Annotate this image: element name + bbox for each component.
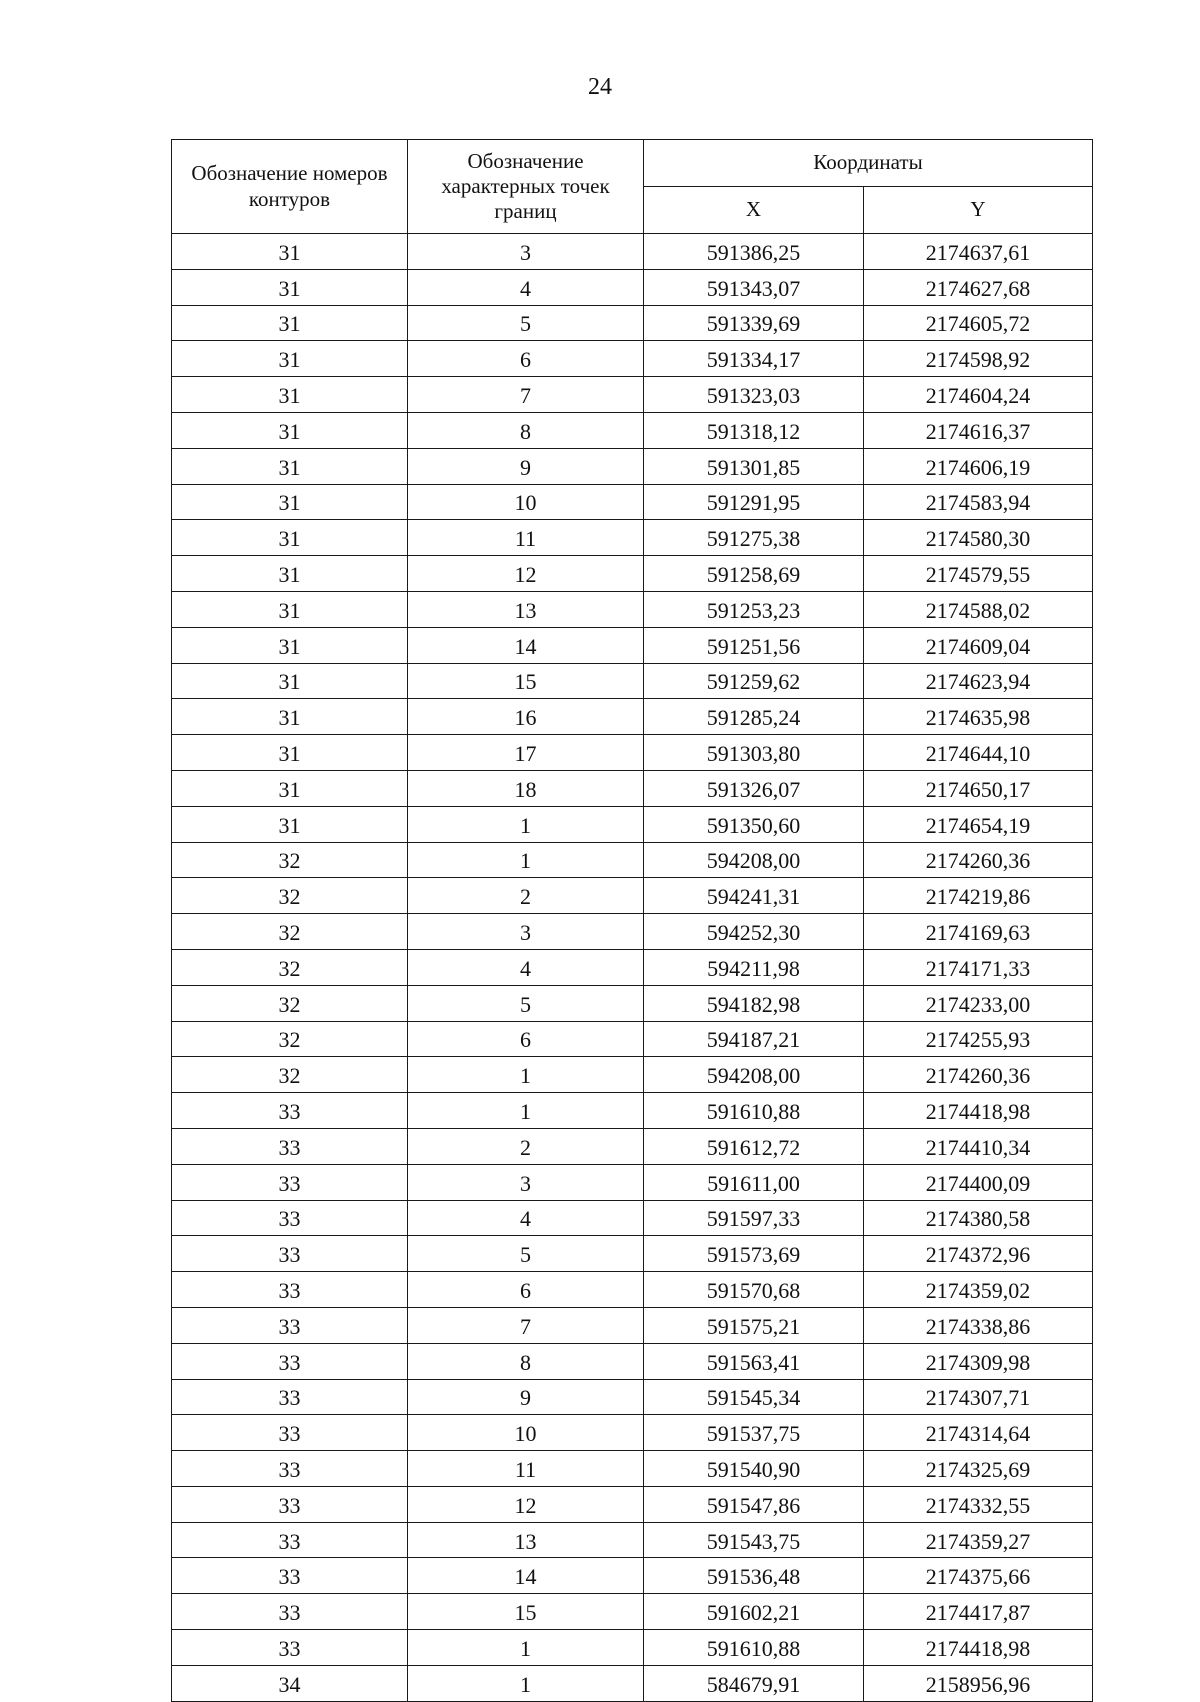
x-coordinate-cell: 591545,34 [644, 1379, 864, 1415]
y-coordinate-cell: 2174588,02 [864, 591, 1093, 627]
table-row [172, 269, 1093, 305]
point-number-cell: 11 [408, 520, 644, 556]
x-coordinate-cell: 591334,17 [644, 341, 864, 377]
contour-number-cell: 31 [172, 735, 408, 771]
x-coordinate-cell: 591537,75 [644, 1415, 864, 1451]
y-coordinate-cell: 2174598,92 [864, 341, 1093, 377]
table-row [172, 412, 1093, 448]
x-coordinate-cell: 591563,41 [644, 1343, 864, 1379]
x-coordinate-cell: 591597,33 [644, 1200, 864, 1236]
table-row [172, 1200, 1093, 1236]
y-coordinate-cell: 2174609,04 [864, 627, 1093, 663]
x-coordinate-cell: 591547,86 [644, 1486, 864, 1522]
x-coordinate-cell: 591275,38 [644, 520, 864, 556]
contour-number-cell: 31 [172, 770, 408, 806]
contour-number-cell: 32 [172, 842, 408, 878]
x-coordinate-cell: 591303,80 [644, 735, 864, 771]
table-row [172, 1057, 1093, 1093]
table-row [172, 1486, 1093, 1522]
contour-number-cell: 33 [172, 1522, 408, 1558]
table-row [172, 878, 1093, 914]
contour-number-cell: 31 [172, 520, 408, 556]
contour-number-cell: 33 [172, 1093, 408, 1129]
point-number-cell: 1 [408, 1665, 644, 1701]
table-row [172, 484, 1093, 520]
contour-number-cell: 33 [172, 1164, 408, 1200]
table-row [172, 377, 1093, 413]
point-number-cell: 14 [408, 627, 644, 663]
y-coordinate-cell: 2174372,96 [864, 1236, 1093, 1272]
x-coordinate-cell: 591318,12 [644, 412, 864, 448]
y-coordinate-cell: 2174359,02 [864, 1272, 1093, 1308]
x-coordinate-cell: 594241,31 [644, 878, 864, 914]
point-number-cell: 8 [408, 412, 644, 448]
header-x: X [644, 187, 864, 234]
table-row [172, 1415, 1093, 1451]
table-row [172, 735, 1093, 771]
point-number-cell: 15 [408, 1594, 644, 1630]
y-coordinate-cell: 2174635,98 [864, 699, 1093, 735]
x-coordinate-cell: 591536,48 [644, 1558, 864, 1594]
x-coordinate-cell: 591610,88 [644, 1093, 864, 1129]
x-coordinate-cell: 591540,90 [644, 1451, 864, 1487]
page-number: 24 [588, 74, 612, 100]
contour-number-cell: 33 [172, 1486, 408, 1522]
header-point: Обозначение характерных точек границ [408, 140, 644, 234]
x-coordinate-cell: 591323,03 [644, 377, 864, 413]
contour-number-cell: 31 [172, 269, 408, 305]
x-coordinate-cell: 584679,91 [644, 1665, 864, 1701]
contour-number-cell: 32 [172, 1057, 408, 1093]
contour-number-cell: 33 [172, 1630, 408, 1666]
table-row [172, 1630, 1093, 1666]
contour-number-cell: 33 [172, 1594, 408, 1630]
contour-number-cell: 33 [172, 1451, 408, 1487]
point-number-cell: 3 [408, 914, 644, 950]
contour-number-cell: 31 [172, 305, 408, 341]
contour-number-cell: 31 [172, 484, 408, 520]
table-row [172, 985, 1093, 1021]
point-number-cell: 14 [408, 1558, 644, 1594]
x-coordinate-cell: 591573,69 [644, 1236, 864, 1272]
contour-number-cell: 31 [172, 377, 408, 413]
table-row [172, 806, 1093, 842]
point-number-cell: 1 [408, 842, 644, 878]
contour-number-cell: 31 [172, 556, 408, 592]
contour-number-cell: 33 [172, 1128, 408, 1164]
coordinates-table [171, 139, 1093, 1702]
x-coordinate-cell: 591339,69 [644, 305, 864, 341]
point-number-cell: 13 [408, 591, 644, 627]
y-coordinate-cell: 2174637,61 [864, 234, 1093, 270]
y-coordinate-cell: 2174380,58 [864, 1200, 1093, 1236]
x-coordinate-cell: 591343,07 [644, 269, 864, 305]
table-row [172, 591, 1093, 627]
table-row [172, 1343, 1093, 1379]
table-body [172, 234, 1093, 1702]
contour-number-cell: 32 [172, 1021, 408, 1057]
x-coordinate-cell: 591386,25 [644, 234, 864, 270]
contour-number-cell: 32 [172, 878, 408, 914]
y-coordinate-cell: 2174606,19 [864, 448, 1093, 484]
y-coordinate-cell: 2174338,86 [864, 1307, 1093, 1343]
x-coordinate-cell: 591326,07 [644, 770, 864, 806]
y-coordinate-cell: 2174644,10 [864, 735, 1093, 771]
table-row [172, 842, 1093, 878]
contour-number-cell: 33 [172, 1415, 408, 1451]
x-coordinate-cell: 591611,00 [644, 1164, 864, 1200]
contour-number-cell: 31 [172, 448, 408, 484]
contour-number-cell: 31 [172, 591, 408, 627]
contour-number-cell: 31 [172, 663, 408, 699]
y-coordinate-cell: 2174400,09 [864, 1164, 1093, 1200]
contour-number-cell: 33 [172, 1558, 408, 1594]
contour-number-cell: 33 [172, 1200, 408, 1236]
point-number-cell: 17 [408, 735, 644, 771]
point-number-cell: 4 [408, 1200, 644, 1236]
table-row [172, 1379, 1093, 1415]
x-coordinate-cell: 594252,30 [644, 914, 864, 950]
table-row [172, 627, 1093, 663]
table-row [172, 1164, 1093, 1200]
point-number-cell: 16 [408, 699, 644, 735]
point-number-cell: 4 [408, 949, 644, 985]
contour-number-cell: 32 [172, 914, 408, 950]
table-row [172, 1021, 1093, 1057]
y-coordinate-cell: 2158956,96 [864, 1665, 1093, 1701]
x-coordinate-cell: 591253,23 [644, 591, 864, 627]
table-row [172, 914, 1093, 950]
table-row [172, 1272, 1093, 1308]
point-number-cell: 7 [408, 1307, 644, 1343]
point-number-cell: 4 [408, 269, 644, 305]
table-row [172, 1522, 1093, 1558]
y-coordinate-cell: 2174332,55 [864, 1486, 1093, 1522]
y-coordinate-cell: 2174650,17 [864, 770, 1093, 806]
table-row [172, 699, 1093, 735]
y-coordinate-cell: 2174314,64 [864, 1415, 1093, 1451]
table-row [172, 305, 1093, 341]
header-coordinates: Координаты [644, 140, 1093, 187]
point-number-cell: 5 [408, 1236, 644, 1272]
point-number-cell: 11 [408, 1451, 644, 1487]
x-coordinate-cell: 594208,00 [644, 842, 864, 878]
y-coordinate-cell: 2174171,33 [864, 949, 1093, 985]
x-coordinate-cell: 591258,69 [644, 556, 864, 592]
y-coordinate-cell: 2174260,36 [864, 1057, 1093, 1093]
x-coordinate-cell: 591543,75 [644, 1522, 864, 1558]
point-number-cell: 8 [408, 1343, 644, 1379]
point-number-cell: 18 [408, 770, 644, 806]
y-coordinate-cell: 2174418,98 [864, 1630, 1093, 1666]
point-number-cell: 6 [408, 1021, 644, 1057]
contour-number-cell: 34 [172, 1665, 408, 1701]
table-row [172, 556, 1093, 592]
point-number-cell: 1 [408, 1057, 644, 1093]
point-number-cell: 1 [408, 1093, 644, 1129]
x-coordinate-cell: 594187,21 [644, 1021, 864, 1057]
contour-number-cell: 31 [172, 806, 408, 842]
y-coordinate-cell: 2174604,24 [864, 377, 1093, 413]
x-coordinate-cell: 591570,68 [644, 1272, 864, 1308]
table-row [172, 520, 1093, 556]
y-coordinate-cell: 2174325,69 [864, 1451, 1093, 1487]
point-number-cell: 2 [408, 878, 644, 914]
x-coordinate-cell: 591301,85 [644, 448, 864, 484]
x-coordinate-cell: 594211,98 [644, 949, 864, 985]
y-coordinate-cell: 2174309,98 [864, 1343, 1093, 1379]
table-row [172, 770, 1093, 806]
contour-number-cell: 32 [172, 949, 408, 985]
x-coordinate-cell: 591610,88 [644, 1630, 864, 1666]
y-coordinate-cell: 2174169,63 [864, 914, 1093, 950]
contour-number-cell: 31 [172, 627, 408, 663]
y-coordinate-cell: 2174583,94 [864, 484, 1093, 520]
y-coordinate-cell: 2174616,37 [864, 412, 1093, 448]
y-coordinate-cell: 2174417,87 [864, 1594, 1093, 1630]
y-coordinate-cell: 2174579,55 [864, 556, 1093, 592]
x-coordinate-cell: 591259,62 [644, 663, 864, 699]
contour-number-cell: 33 [172, 1343, 408, 1379]
contour-number-cell: 33 [172, 1272, 408, 1308]
point-number-cell: 5 [408, 985, 644, 1021]
table-row [172, 1594, 1093, 1630]
point-number-cell: 9 [408, 1379, 644, 1415]
contour-number-cell: 31 [172, 234, 408, 270]
table-row [172, 1558, 1093, 1594]
contour-number-cell: 33 [172, 1236, 408, 1272]
x-coordinate-cell: 591612,72 [644, 1128, 864, 1164]
x-coordinate-cell: 594182,98 [644, 985, 864, 1021]
table-row [172, 448, 1093, 484]
x-coordinate-cell: 591291,95 [644, 484, 864, 520]
x-coordinate-cell: 591251,56 [644, 627, 864, 663]
table-row [172, 1307, 1093, 1343]
y-coordinate-cell: 2174654,19 [864, 806, 1093, 842]
y-coordinate-cell: 2174418,98 [864, 1093, 1093, 1129]
point-number-cell: 9 [408, 448, 644, 484]
contour-number-cell: 31 [172, 699, 408, 735]
point-number-cell: 13 [408, 1522, 644, 1558]
header-contour: Обозначение номеров контуров [172, 140, 408, 234]
contour-number-cell: 32 [172, 985, 408, 1021]
contour-number-cell: 33 [172, 1379, 408, 1415]
contour-number-cell: 31 [172, 412, 408, 448]
point-number-cell: 12 [408, 556, 644, 592]
point-number-cell: 5 [408, 305, 644, 341]
y-coordinate-cell: 2174233,00 [864, 985, 1093, 1021]
point-number-cell: 12 [408, 1486, 644, 1522]
point-number-cell: 1 [408, 1630, 644, 1666]
table-row [172, 949, 1093, 985]
table-row [172, 1128, 1093, 1164]
y-coordinate-cell: 2174255,93 [864, 1021, 1093, 1057]
point-number-cell: 6 [408, 341, 644, 377]
y-coordinate-cell: 2174580,30 [864, 520, 1093, 556]
y-coordinate-cell: 2174307,71 [864, 1379, 1093, 1415]
point-number-cell: 3 [408, 1164, 644, 1200]
x-coordinate-cell: 591285,24 [644, 699, 864, 735]
point-number-cell: 10 [408, 484, 644, 520]
contour-number-cell: 31 [172, 341, 408, 377]
point-number-cell: 6 [408, 1272, 644, 1308]
table-row [172, 234, 1093, 270]
y-coordinate-cell: 2174260,36 [864, 842, 1093, 878]
y-coordinate-cell: 2174605,72 [864, 305, 1093, 341]
point-number-cell: 7 [408, 377, 644, 413]
table-row [172, 663, 1093, 699]
point-number-cell: 15 [408, 663, 644, 699]
y-coordinate-cell: 2174627,68 [864, 269, 1093, 305]
x-coordinate-cell: 591575,21 [644, 1307, 864, 1343]
y-coordinate-cell: 2174375,66 [864, 1558, 1093, 1594]
point-number-cell: 10 [408, 1415, 644, 1451]
point-number-cell: 2 [408, 1128, 644, 1164]
x-coordinate-cell: 591350,60 [644, 806, 864, 842]
table-row [172, 1451, 1093, 1487]
y-coordinate-cell: 2174219,86 [864, 878, 1093, 914]
point-number-cell: 1 [408, 806, 644, 842]
y-coordinate-cell: 2174410,34 [864, 1128, 1093, 1164]
table-row [172, 1093, 1093, 1129]
x-coordinate-cell: 594208,00 [644, 1057, 864, 1093]
y-coordinate-cell: 2174359,27 [864, 1522, 1093, 1558]
y-coordinate-cell: 2174623,94 [864, 663, 1093, 699]
x-coordinate-cell: 591602,21 [644, 1594, 864, 1630]
header-y: Y [864, 187, 1093, 234]
contour-number-cell: 33 [172, 1307, 408, 1343]
point-number-cell: 3 [408, 234, 644, 270]
table-row [172, 341, 1093, 377]
table-row [172, 1236, 1093, 1272]
